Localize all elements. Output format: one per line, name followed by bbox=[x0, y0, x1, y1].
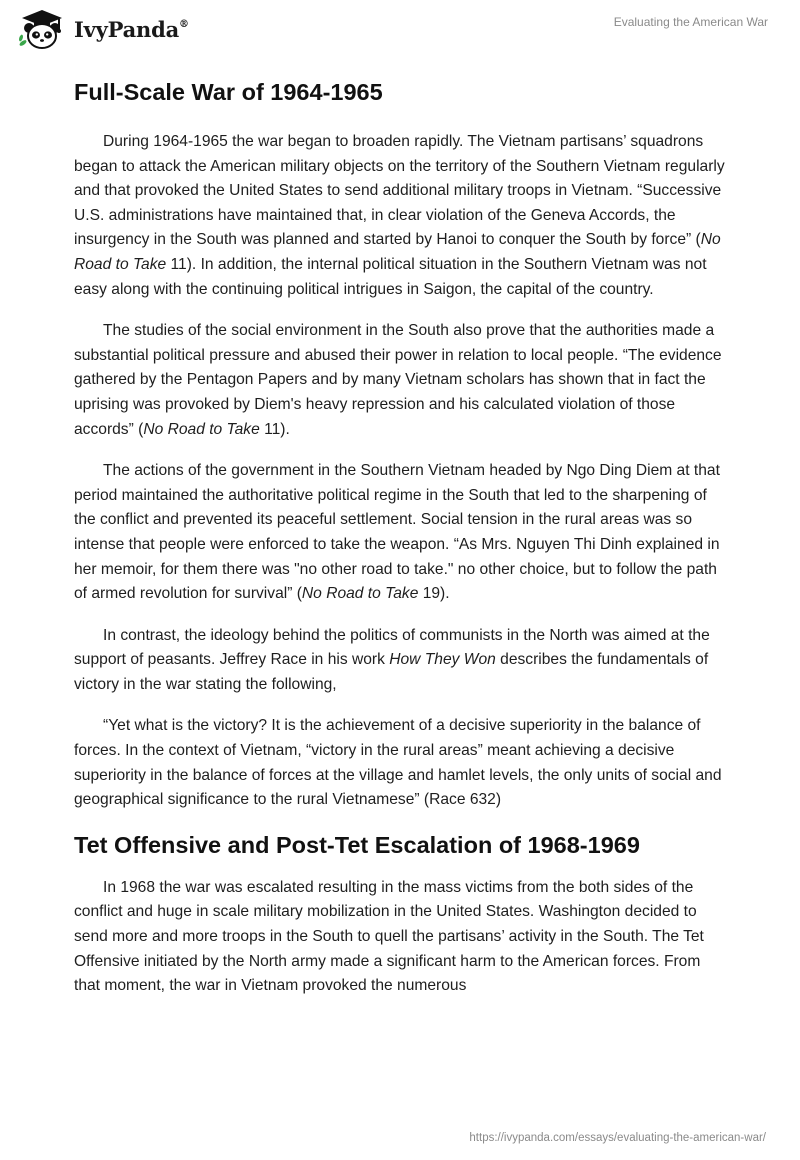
paragraph: During 1964-1965 the war began to broaden rapidly. The Vietnam partisans’ squadrons began to attack the American military objects on the territory of the Southern Vietnam regularly and that provoked the United States to send additional military troops in Vietnam. “Successive U.S. administrations have maintained that, in clear violation of the Geneva Accords, the insurgency in the South was planned and started by Hanoi to conquer the South by force” (No Road to Take 11). In addition, the internal political situation in the Southern Vietnam was not easy along with the continuing political intrigues in Saigon, the capital of the country. bbox=[74, 133, 725, 298]
source-url[interactable]: https://ivypanda.com/essays/evaluating-the-american-war/ bbox=[469, 1132, 766, 1144]
brand-name: IvyPanda® bbox=[74, 16, 189, 42]
document-title: Evaluating the American War bbox=[613, 15, 768, 29]
essay-body bbox=[74, 70, 728, 999]
citation-title: No Road to Take bbox=[301, 585, 419, 603]
paragraph: In contrast, the ideology behind the politics of communists in the North was aimed at the support of peasants. Jeffrey Race in his work How They Won describes the fundamentals of victory in the war stating the following, bbox=[74, 626, 710, 693]
page-header bbox=[0, 0, 800, 60]
section-heading: Tet Offensive and Post-Tet Escalation of 1968-1969 bbox=[74, 831, 640, 858]
paragraph: In 1968 the war was escalated resulting in the mass victims from the both sides of the conflict and huge in scale military mobilization in the United States. Washington decided to send more and more troops in the South to quell the partisans’ activity in the South. The Tet Offensive initiated by the North army made a significant harm to the American forces. From that moment, the war in Vietnam provoked the numerous bbox=[74, 878, 704, 995]
block-quote: “Yet what is the victory? It is the achievement of a decisive superiority in the balance of forces. In the context of Vietnam, “victory in the rural areas” meant achieving a decisive superiority in the balance of forces at the village and hamlet levels, the only units of social and geographical significance to the rural Vietnamese” (Race 632) bbox=[74, 717, 722, 809]
brand-logo[interactable] bbox=[16, 8, 189, 50]
citation-title: No Road to Take bbox=[74, 231, 721, 273]
paragraph: The actions of the government in the Southern Vietnam headed by Ngo Ding Diem at that period maintained the authoritative political regime in the South that led to the sharpening of the conflict and prevented its peaceful settlement. Social tension in the rural areas was so intense that people were enforced to take the weapon. “As Mrs. Nguyen Thi Dinh explained in her memoir, for them there was "no other road to take." no other choice, but to follow the path of armed revolution for survival” (No Road to Take 19). bbox=[74, 462, 720, 603]
paragraph: The studies of the social environment in the South also prove that the authorities made a substantial political pressure and abused their power in relation to local people. “The evidence gathered by the Pentagon Papers and by many Vietnam scholars has shown that in fact the uprising was provoked by Diem's heavy repression and his calculated violation of those accords” (No Road to Take 11). bbox=[74, 322, 722, 438]
citation-title: No Road to Take bbox=[143, 420, 260, 438]
section-heading: Full-Scale War of 1964-1965 bbox=[74, 79, 383, 105]
book-title: How They Won bbox=[389, 651, 496, 669]
panda-graduate-icon bbox=[16, 8, 68, 50]
